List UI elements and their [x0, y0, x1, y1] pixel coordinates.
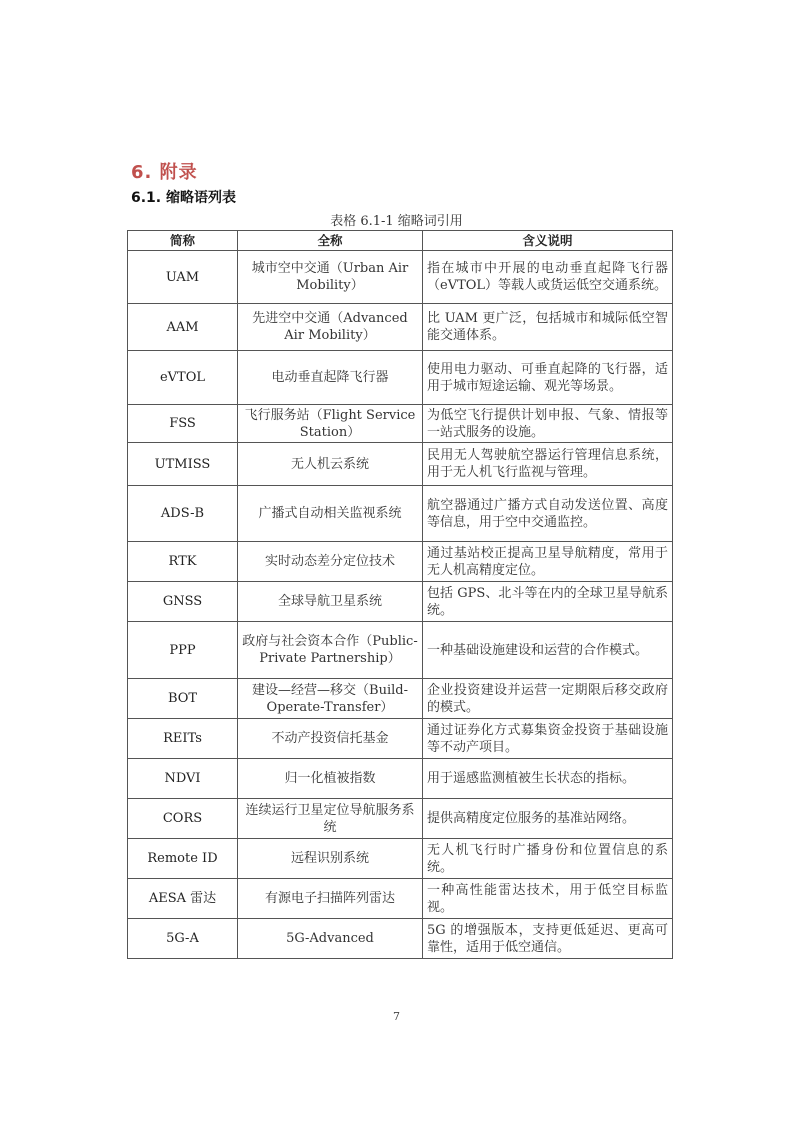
description-cell: 使用电力驱动、可垂直起降的飞行器，适用于城市短途运输、观光等场景。: [423, 351, 673, 405]
description-cell: 提供高精度定位服务的基准站网络。: [423, 799, 673, 839]
table-row: [128, 679, 673, 719]
abbreviation-cell: PPP: [128, 622, 238, 679]
table-row: [128, 622, 673, 679]
full-name-cell: 远程识别系统: [238, 839, 423, 879]
abbreviation-cell: AAM: [128, 304, 238, 351]
table-row: [128, 879, 673, 919]
full-name-cell: 广播式自动相关监视系统: [238, 486, 423, 542]
description-cell: 用于遥感监测植被生长状态的指标。: [423, 759, 673, 799]
full-name-cell: 城市空中交通（Urban Air Mobility）: [238, 251, 423, 304]
full-name-cell: 电动垂直起降飞行器: [238, 351, 423, 405]
full-name-cell: 连续运行卫星定位导航服务系统: [238, 799, 423, 839]
description-cell: 指在城市中开展的电动垂直起降飞行器（eVTOL）等载人或货运低空交通系统。: [423, 251, 673, 304]
abbreviation-cell: BOT: [128, 679, 238, 719]
abbreviation-cell: UAM: [128, 251, 238, 304]
description-cell: 通过证券化方式募集资金投资于基础设施等不动产项目。: [423, 719, 673, 759]
header-full-name: 全称: [238, 231, 423, 251]
page-number: 7: [393, 1010, 400, 1023]
description-cell: 民用无人驾驶航空器运行管理信息系统，用于无人机飞行监视与管理。: [423, 443, 673, 486]
description-cell: 比 UAM 更广泛，包括城市和城际低空智能交通体系。: [423, 304, 673, 351]
table-row: [128, 759, 673, 799]
table-row: [128, 839, 673, 879]
full-name-cell: 全球导航卫星系统: [238, 582, 423, 622]
subsection-number: 6.1.: [131, 190, 162, 206]
full-name-cell: 先进空中交通（Advanced Air Mobility）: [238, 304, 423, 351]
table-row: [128, 304, 673, 351]
description-cell: 为低空飞行提供计划申报、气象、情报等一站式服务的设施。: [423, 405, 673, 443]
full-name-cell: 建设—经营—移交（Build-Operate-Transfer）: [238, 679, 423, 719]
description-cell: 5G 的增强版本，支持更低延迟、更高可靠性，适用于低空通信。: [423, 919, 673, 959]
full-name-cell: 5G-Advanced: [238, 919, 423, 959]
header-description: 含义说明: [423, 231, 673, 251]
table-row: [128, 251, 673, 304]
table-body: [128, 251, 673, 959]
full-name-cell: 不动产投资信托基金: [238, 719, 423, 759]
abbreviation-cell: 5G-A: [128, 919, 238, 959]
section-number: 6.: [131, 162, 153, 183]
abbreviation-cell: Remote ID: [128, 839, 238, 879]
table-caption: 表格 6.1-1 缩略词引用: [330, 214, 463, 229]
table-row: [128, 542, 673, 582]
abbreviation-cell: AESA 雷达: [128, 879, 238, 919]
table-row: [128, 351, 673, 405]
abbreviation-cell: NDVI: [128, 759, 238, 799]
description-cell: 无人机飞行时广播身份和位置信息的系统。: [423, 839, 673, 879]
table-header-row: [128, 231, 673, 251]
full-name-cell: 政府与社会资本合作（Public-Private Partnership）: [238, 622, 423, 679]
description-cell: 航空器通过广播方式自动发送位置、高度等信息，用于空中交通监控。: [423, 486, 673, 542]
subsection-title: 缩略语列表: [166, 190, 236, 206]
abbreviation-cell: ADS-B: [128, 486, 238, 542]
full-name-cell: 无人机云系统: [238, 443, 423, 486]
description-cell: 一种高性能雷达技术，用于低空目标监视。: [423, 879, 673, 919]
full-name-cell: 归一化植被指数: [238, 759, 423, 799]
table-row: [128, 443, 673, 486]
header-abbreviation: 简称: [128, 231, 238, 251]
abbreviation-cell: eVTOL: [128, 351, 238, 405]
table-row: [128, 405, 673, 443]
abbreviation-table: [127, 230, 673, 959]
full-name-cell: 有源电子扫描阵列雷达: [238, 879, 423, 919]
table-row: [128, 582, 673, 622]
subsection-heading: [131, 187, 236, 207]
table-row: [128, 919, 673, 959]
table-row: [128, 719, 673, 759]
description-cell: 包括 GPS、北斗等在内的全球卫星导航系统。: [423, 582, 673, 622]
abbreviation-cell: REITs: [128, 719, 238, 759]
section-title: 附录: [159, 162, 198, 183]
abbreviation-cell: RTK: [128, 542, 238, 582]
description-cell: 企业投资建设并运营一定期限后移交政府的模式。: [423, 679, 673, 719]
abbreviation-cell: GNSS: [128, 582, 238, 622]
section-heading: [131, 158, 198, 184]
full-name-cell: 飞行服务站（Flight Service Station）: [238, 405, 423, 443]
abbreviation-cell: CORS: [128, 799, 238, 839]
table-row: [128, 486, 673, 542]
full-name-cell: 实时动态差分定位技术: [238, 542, 423, 582]
description-cell: 一种基础设施建设和运营的合作模式。: [423, 622, 673, 679]
abbreviation-cell: UTMISS: [128, 443, 238, 486]
abbreviation-cell: FSS: [128, 405, 238, 443]
description-cell: 通过基站校正提高卫星导航精度，常用于无人机高精度定位。: [423, 542, 673, 582]
table-row: [128, 799, 673, 839]
